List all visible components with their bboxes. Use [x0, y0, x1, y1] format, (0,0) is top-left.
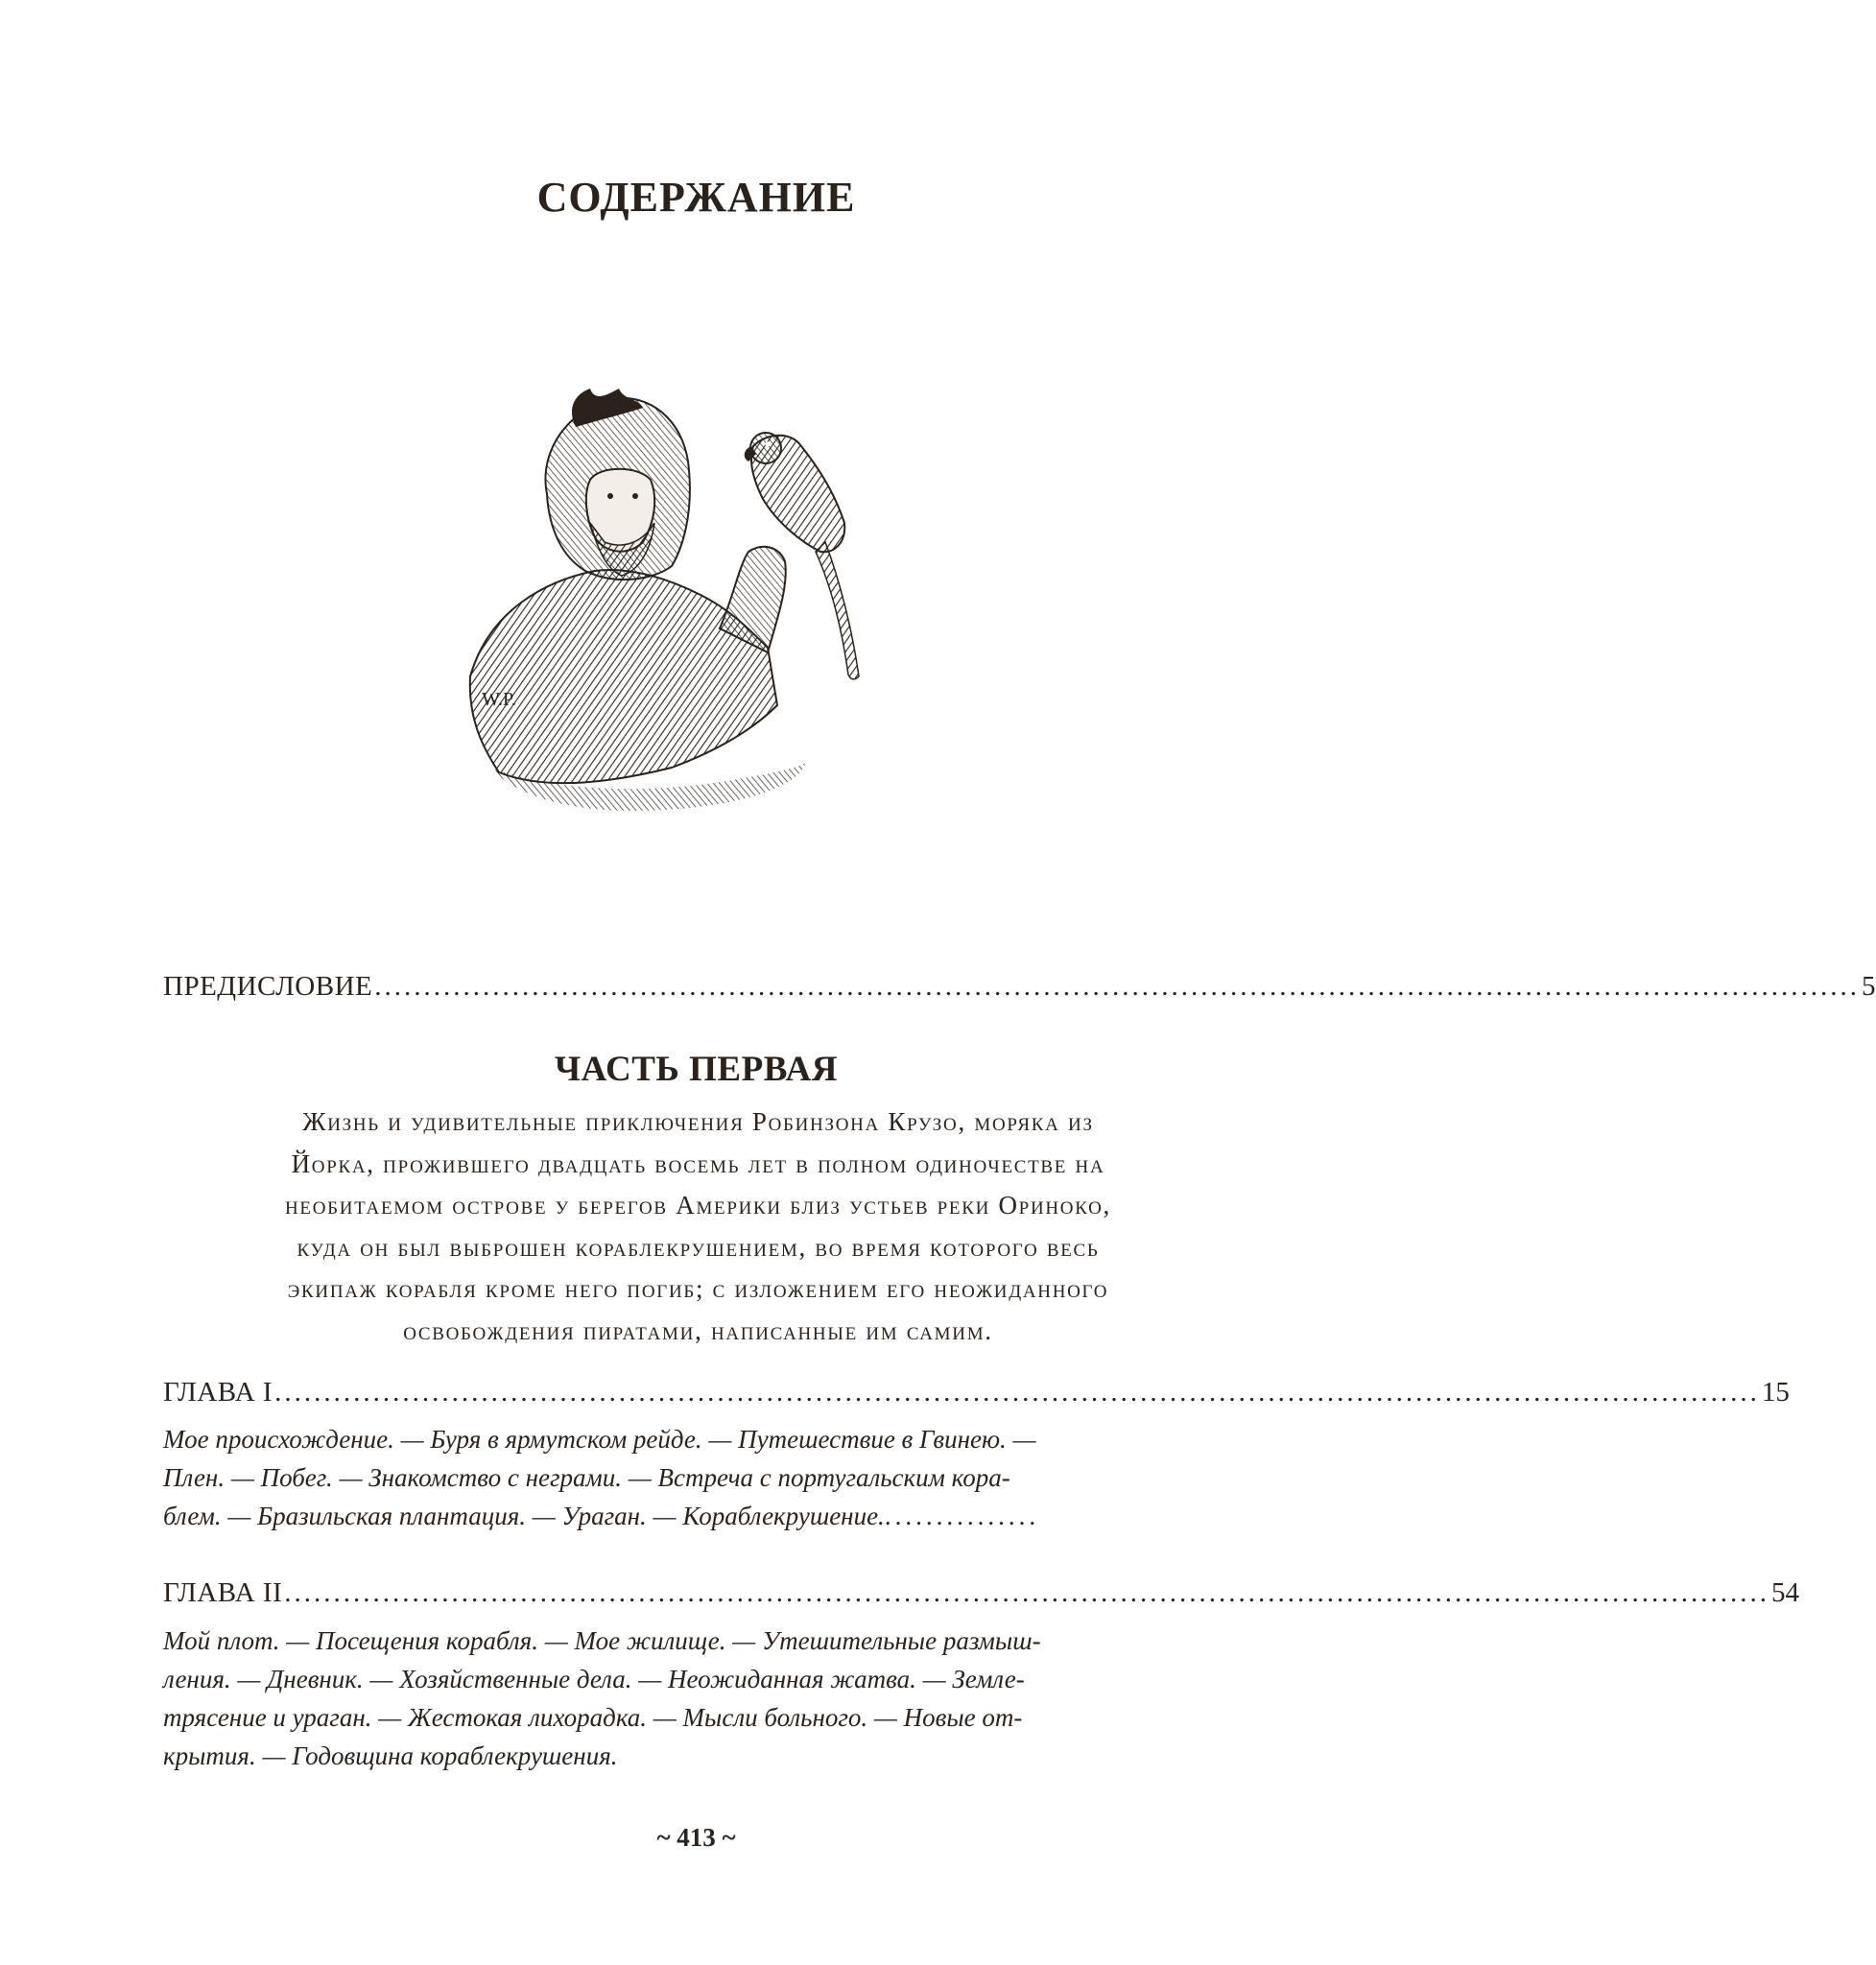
description-line: экипаж корабля кроме него погиб; с изложением его неожиданного — [287, 1274, 1109, 1303]
page-number: ~ 413 ~ — [656, 1823, 736, 1852]
part-title: ЧАСТЬ ПЕРВАЯ — [555, 1050, 838, 1089]
description-line: куда он был выброшен кораблекрушением, во время которого весь — [297, 1232, 1100, 1262]
toc-entry-label: ПРЕДИСЛОВИЕ — [163, 971, 373, 1002]
toc-entry-page: 15 — [1761, 1377, 1790, 1408]
dot-leader: ....................................................................................................................................................... — [284, 1577, 1769, 1608]
summary-line: Мой плот. — Посещения корабля. — Мое жилище. — Утешительные размыш- — [163, 1626, 1041, 1655]
description-line: Йорка, прожившего двадцать восемь лет в полном одиночестве на — [291, 1148, 1105, 1178]
artist-signature: W.P. — [482, 689, 516, 710]
toc-entry-preface[interactable] — [163, 969, 1876, 1004]
description-line: освобождения пиратами, написанные им самим. — [403, 1315, 993, 1345]
dot-leader: ............... — [884, 1502, 1040, 1530]
chapter-summary — [163, 1420, 1233, 1535]
toc-entry-chapter-1[interactable] — [163, 1375, 1790, 1409]
toc-entry-page: 5 — [1862, 971, 1876, 1002]
toc-entry-label: ГЛАВА II — [163, 1577, 283, 1608]
page-title: СОДЕРЖАНИЕ — [536, 174, 856, 221]
chapter-summary — [163, 1622, 1233, 1775]
summary-line: Мое происхождение. — Буря в ярмутском рейде. — Путешествие в Гвинею. — — [163, 1425, 1036, 1454]
dot-leader: ....................................................................................................................................................... — [374, 971, 1860, 1002]
engraving-robinson-with-parrot-icon — [432, 389, 950, 830]
description-line: Жизнь и удивительные приключения Робинзона Крузо, моряка из — [302, 1107, 1094, 1136]
toc-entry-chapter-2[interactable] — [163, 1575, 1799, 1610]
description-line: необитаемом острове у берегов Америки близ устьев реки Ориноко, — [285, 1191, 1111, 1219]
summary-line — [163, 1497, 1233, 1535]
summary-line: Плен. — Побег. — Знакомство с неграми. — Встреча с португальским кора- — [163, 1463, 1010, 1492]
summary-line: трясение и ураган. — Жестокая лихорадка. — Мысли больного. — Новые от- — [163, 1703, 1023, 1732]
dot-leader: ....................................................................................................................................................... — [274, 1377, 1760, 1408]
summary-line: ления. — Дневник. — Хозяйственные дела. — Неожиданная жатва. — Земле- — [163, 1665, 1025, 1693]
part-description — [178, 1101, 1219, 1352]
toc-entry-label: ГЛАВА I — [163, 1377, 273, 1408]
summary-line-text: блем. — Бразильская плантация. — Ураган. — Кораблекрушение. — [163, 1502, 885, 1530]
toc-entry-page: 54 — [1770, 1577, 1799, 1608]
summary-line: крытия. — Годовщина кораблекрушения. — [163, 1741, 618, 1770]
